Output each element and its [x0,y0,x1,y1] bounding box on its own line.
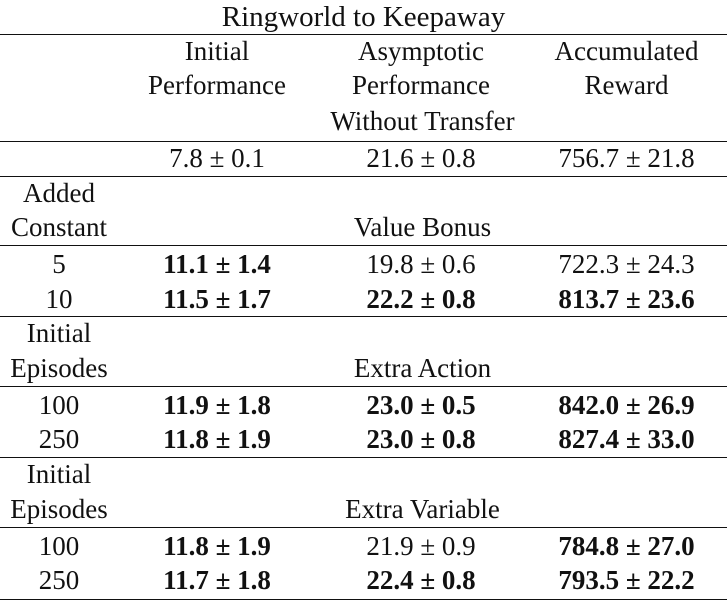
cell-accumulated: 784.8 ± 27.0 [558,531,695,561]
header-initial-line2: Performance [148,70,286,100]
cell-asymptotic: 22.4 ± 0.8 [366,565,476,595]
param-header-line2: Constant [10,212,107,242]
section-rule [0,386,727,387]
cell-initial: 11.1 ± 1.4 [163,249,271,279]
cell-initial: 11.8 ± 1.9 [163,424,271,454]
param-header-line1: Initial [26,318,92,348]
header-accumulated-line2: Reward [584,70,669,100]
cell-accumulated: 722.3 ± 24.3 [558,249,695,279]
cell-accumulated: 842.0 ± 26.9 [558,390,695,420]
cell-asymptotic: 19.8 ± 0.6 [366,249,476,279]
row-param: 10 [45,284,73,314]
param-header-line2: Episodes [10,353,108,383]
cell-accumulated: 793.5 ± 22.2 [558,565,695,595]
cell-asymptotic: 23.0 ± 0.5 [366,390,476,420]
cell-initial: 11.9 ± 1.8 [163,390,271,420]
header-asymptotic-line1: Asymptotic [358,36,484,66]
table-title: Ringworld to Keepaway [221,1,506,33]
section-label-without-transfer: Without Transfer [330,106,515,136]
cell-initial: 7.8 ± 0.1 [169,143,265,173]
header-initial-line1: Initial [184,36,250,66]
cell-asymptotic: 22.2 ± 0.8 [366,284,476,314]
section-label-extra-action: Extra Action [353,353,492,383]
cell-accumulated: 827.4 ± 33.0 [558,424,695,454]
param-header-line2: Episodes [10,494,108,524]
cell-asymptotic: 21.9 ± 0.9 [366,531,476,561]
cell-initial: 11.8 ± 1.9 [163,531,271,561]
cell-accumulated: 813.7 ± 23.6 [558,284,695,314]
cell-initial: 11.7 ± 1.8 [163,565,271,595]
param-header-line1: Initial [26,459,92,489]
cell-initial: 11.5 ± 1.7 [163,284,271,314]
row-param: 100 [38,531,80,561]
section-label-extra-variable: Extra Variable [345,494,500,524]
row-param: 250 [38,424,80,454]
row-param: 5 [52,249,66,279]
section-label-value-bonus: Value Bonus [353,212,492,242]
header-accumulated-line1: Accumulated [554,36,699,66]
param-header-line1: Added [23,178,95,208]
cell-asymptotic: 21.6 ± 0.8 [366,143,476,173]
bottom-rule [0,599,727,600]
section-rule [0,245,727,246]
cell-asymptotic: 23.0 ± 0.8 [366,424,476,454]
header-asymptotic-line2: Performance [352,70,490,100]
row-param: 250 [38,565,80,595]
section-rule [0,527,727,528]
row-param: 100 [38,390,80,420]
cell-accumulated: 756.7 ± 21.8 [558,143,695,173]
